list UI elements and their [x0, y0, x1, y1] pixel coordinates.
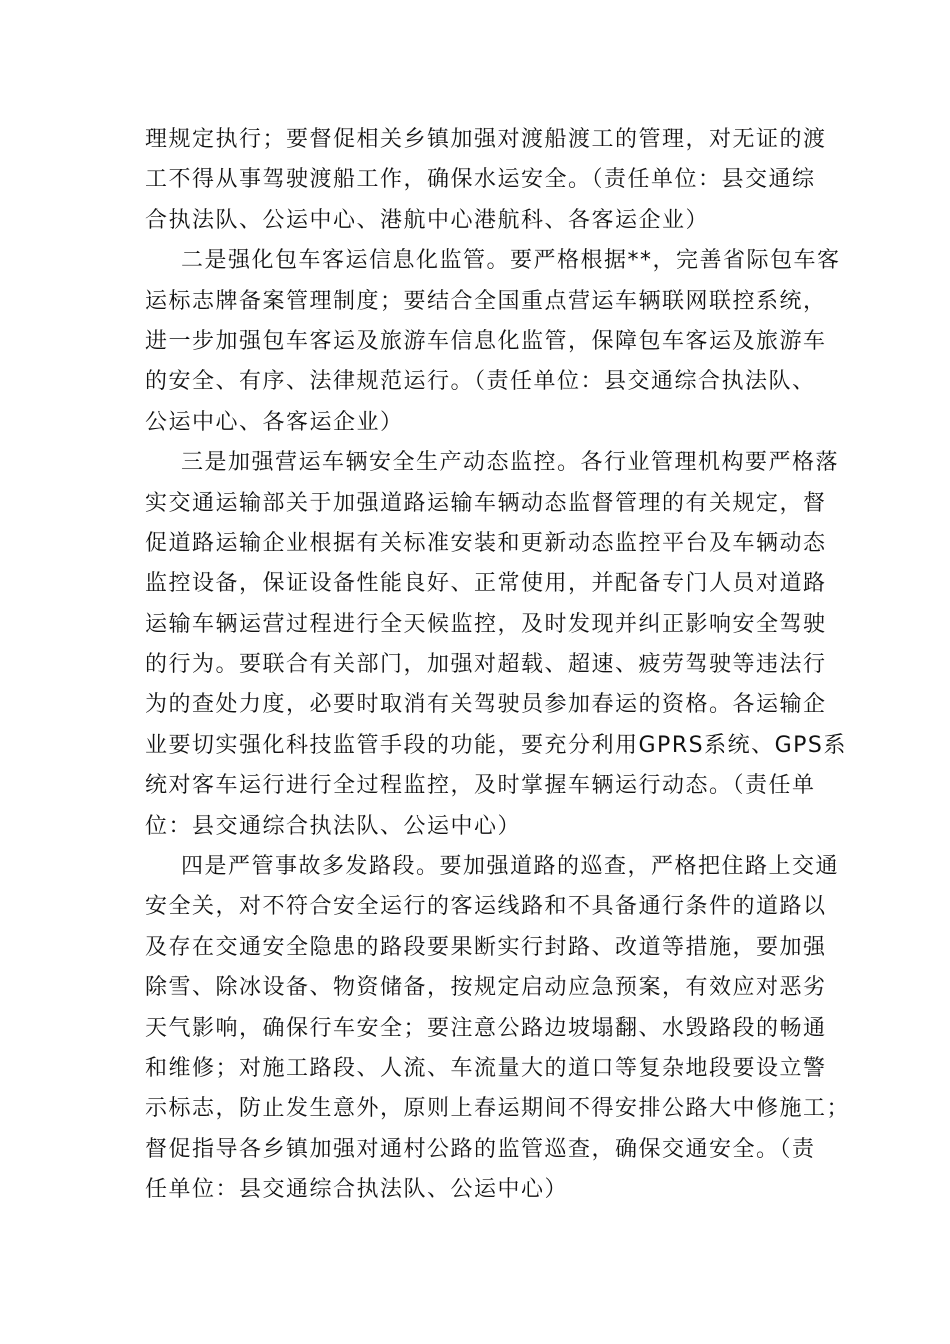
text-line: 除雪、除冰设备、物资储备，按规定启动应急预案，有效应对恶劣 — [145, 975, 827, 1001]
text-line: 的行为。要联合有关部门，加强对超载、超速、疲劳驾驶等违法行 — [145, 652, 827, 678]
text-line: 统对客车运行进行全过程监控，及时掌握车辆运行动态。（责任单 — [145, 773, 816, 799]
text-line: 理规定执行；要督促相关乡镇加强对渡船渡工的管理，对无证的渡 — [145, 127, 827, 152]
text-line: 及存在交通安全隐患的路段要果断实行封路、改道等措施，要加强 — [145, 934, 827, 960]
document-body — [145, 120, 851, 1211]
text-line: 业要切实强化科技监管手段的功能，要充分利用GPRS系统、GPS系 — [145, 732, 847, 758]
text-line: 为的查处力度，必要时取消有关驾驶员参加春运的资格。各运输企 — [145, 692, 827, 718]
text-line: 进一步加强包车客运及旅游车信息化监管，保障包车客运及旅游车 — [145, 328, 827, 354]
text-line: 的安全、有序、法律规范运行。（责任单位：县交通综合执法队、 — [145, 369, 816, 395]
text-line: 公运中心、各客运企业） — [145, 409, 404, 435]
text-line: 实交通运输部关于加强道路运输车辆动态监督管理的有关规定，督 — [145, 490, 827, 516]
text-line: 任单位：县交通综合执法队、公运中心） — [145, 1177, 569, 1203]
paragraph-start-line: 四是严管事故多发路段。要加强道路的巡查，严格把住路上交通 — [181, 854, 840, 880]
text-line: 运输车辆运营过程进行全天候监控，及时发现并纠正影响安全驾驶 — [145, 611, 827, 637]
text-line: 监控设备，保证设备性能良好、正常使用，并配备专门人员对道路 — [145, 571, 827, 597]
text-line: 督促指导各乡镇加强对通村公路的监管巡查，确保交通安全。（责 — [145, 1136, 816, 1162]
text-line: 安全关，对不符合安全运行的客运线路和不具备通行条件的道路以 — [145, 894, 827, 920]
text-line: 示标志，防止发生意外，原则上春运期间不得安排公路大中修施工； — [145, 1096, 851, 1122]
paragraph-start-line: 三是加强营运车辆安全生产动态监控。各行业管理机构要严格落 — [181, 450, 840, 476]
text-line: 合执法队、公运中心、港航中心港航科、各客运企业） — [145, 207, 710, 233]
text-line: 天气影响，确保行车安全；要注意公路边坡塌翻、水毁路段的畅通 — [145, 1015, 827, 1041]
text-line: 和维修；对施工路段、人流、车流量大的道口等复杂地段要设立警 — [145, 1055, 827, 1081]
text-line: 位：县交通综合执法队、公运中心） — [145, 813, 522, 839]
paragraph-start-line: 二是强化包车客运信息化监管。要严格根据**，完善省际包车客 — [181, 248, 841, 274]
text-line: 工不得从事驾驶渡船工作，确保水运安全。（责任单位：县交通综 — [145, 167, 816, 193]
text-line: 运标志牌备案管理制度；要结合全国重点营运车辆联网联控系统， — [145, 288, 827, 314]
text-line: 促道路运输企业根据有关标准安装和更新动态监控平台及车辆动态 — [145, 530, 827, 556]
